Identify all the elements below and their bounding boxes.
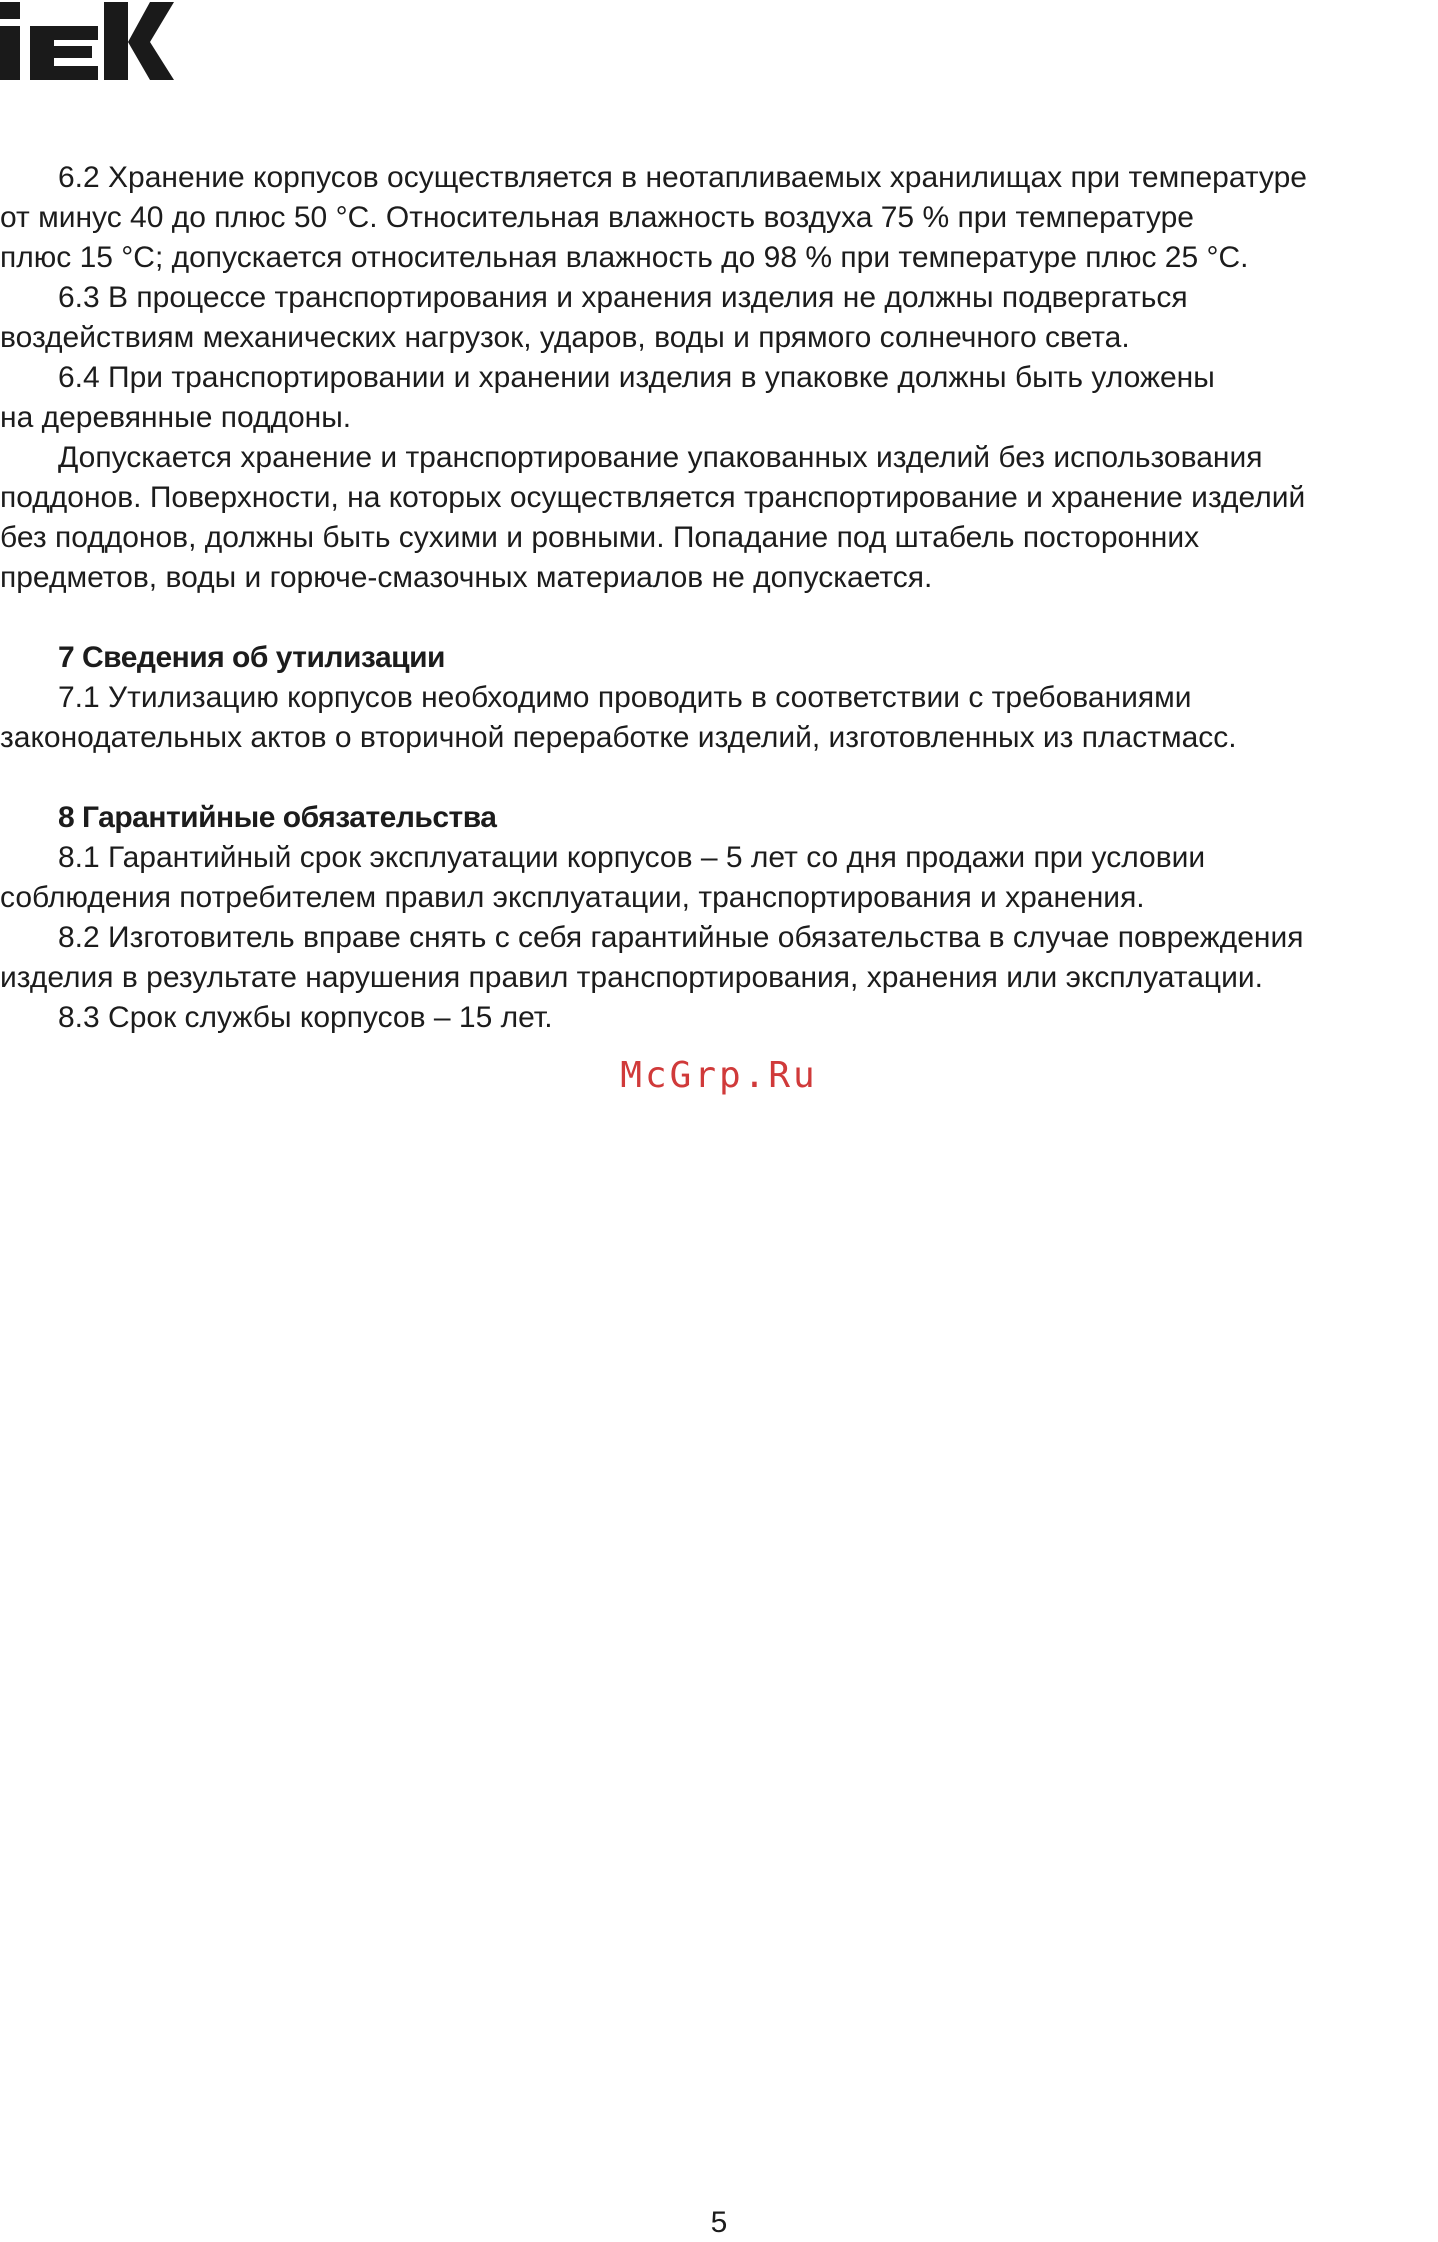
text-line: 8.3 Срок службы корпусов – 15 лет. [58, 1001, 553, 1034]
text-line: 8.1 Гарантийный срок эксплуатации корпусов – 5 лет со дня продажи при условии [58, 841, 1206, 874]
text-line: от минус 40 до плюс 50 °С. Относительная влажность воздуха 75 % при температуре [0, 201, 1194, 234]
paragraph-gap [0, 758, 1438, 798]
section-heading: 8 Гарантийные обязательства [58, 801, 497, 834]
text-line: на деревянные поддоны. [0, 401, 352, 434]
section-heading: 7 Сведения об утилизации [58, 641, 445, 674]
text-line: 8.2 Изготовитель вправе снять с себя гарантийные обязательства в случае повреждения [58, 921, 1304, 954]
text-line: плюс 15 °С; допускается относительная влажность до 98 % при температуре плюс 25 °С. [0, 241, 1249, 274]
text-line: без поддонов, должны быть сухими и ровными. Попадание под штабель посторонних [0, 521, 1200, 554]
text-line: предметов, воды и горюче-смазочных материалов не допускается. [0, 561, 933, 594]
iek-logo [0, 0, 176, 82]
text-line: 6.4 При транспортировании и хранении изделия в упаковке должны быть уложены [58, 361, 1215, 394]
text-line: соблюдения потребителем правил эксплуатации, транспортирования и хранения. [0, 881, 1145, 914]
text-line: 6.2 Хранение корпусов осуществляется в неотапливаемых хранилищах при температуре [58, 161, 1307, 194]
text-line: 7.1 Утилизацию корпусов необходимо проводить в соответствии с требованиями [58, 681, 1192, 714]
text-line: Допускается хранение и транспортирование упакованных изделий без использования [58, 441, 1263, 474]
page-number: 5 [710, 2206, 728, 2239]
paragraph-gap [0, 598, 1438, 638]
text-line: поддонов. Поверхности, на которых осуществляется транспортирование и хранение изделий [0, 481, 1306, 514]
text-line: воздействиям механических нагрузок, ударов, воды и прямого солнечного света. [0, 321, 1130, 354]
document-body [0, 158, 1438, 1038]
text-line: законодательных актов о вторичной переработке изделий, изготовленных из пластмасс. [0, 721, 1237, 754]
text-line: изделия в результате нарушения правил транспортирования, хранения или эксплуатации. [0, 961, 1263, 994]
text-line: 6.3 В процессе транспортирования и хранения изделия не должны подвергаться [58, 281, 1188, 314]
watermark: McGrp.Ru [620, 1055, 818, 1096]
